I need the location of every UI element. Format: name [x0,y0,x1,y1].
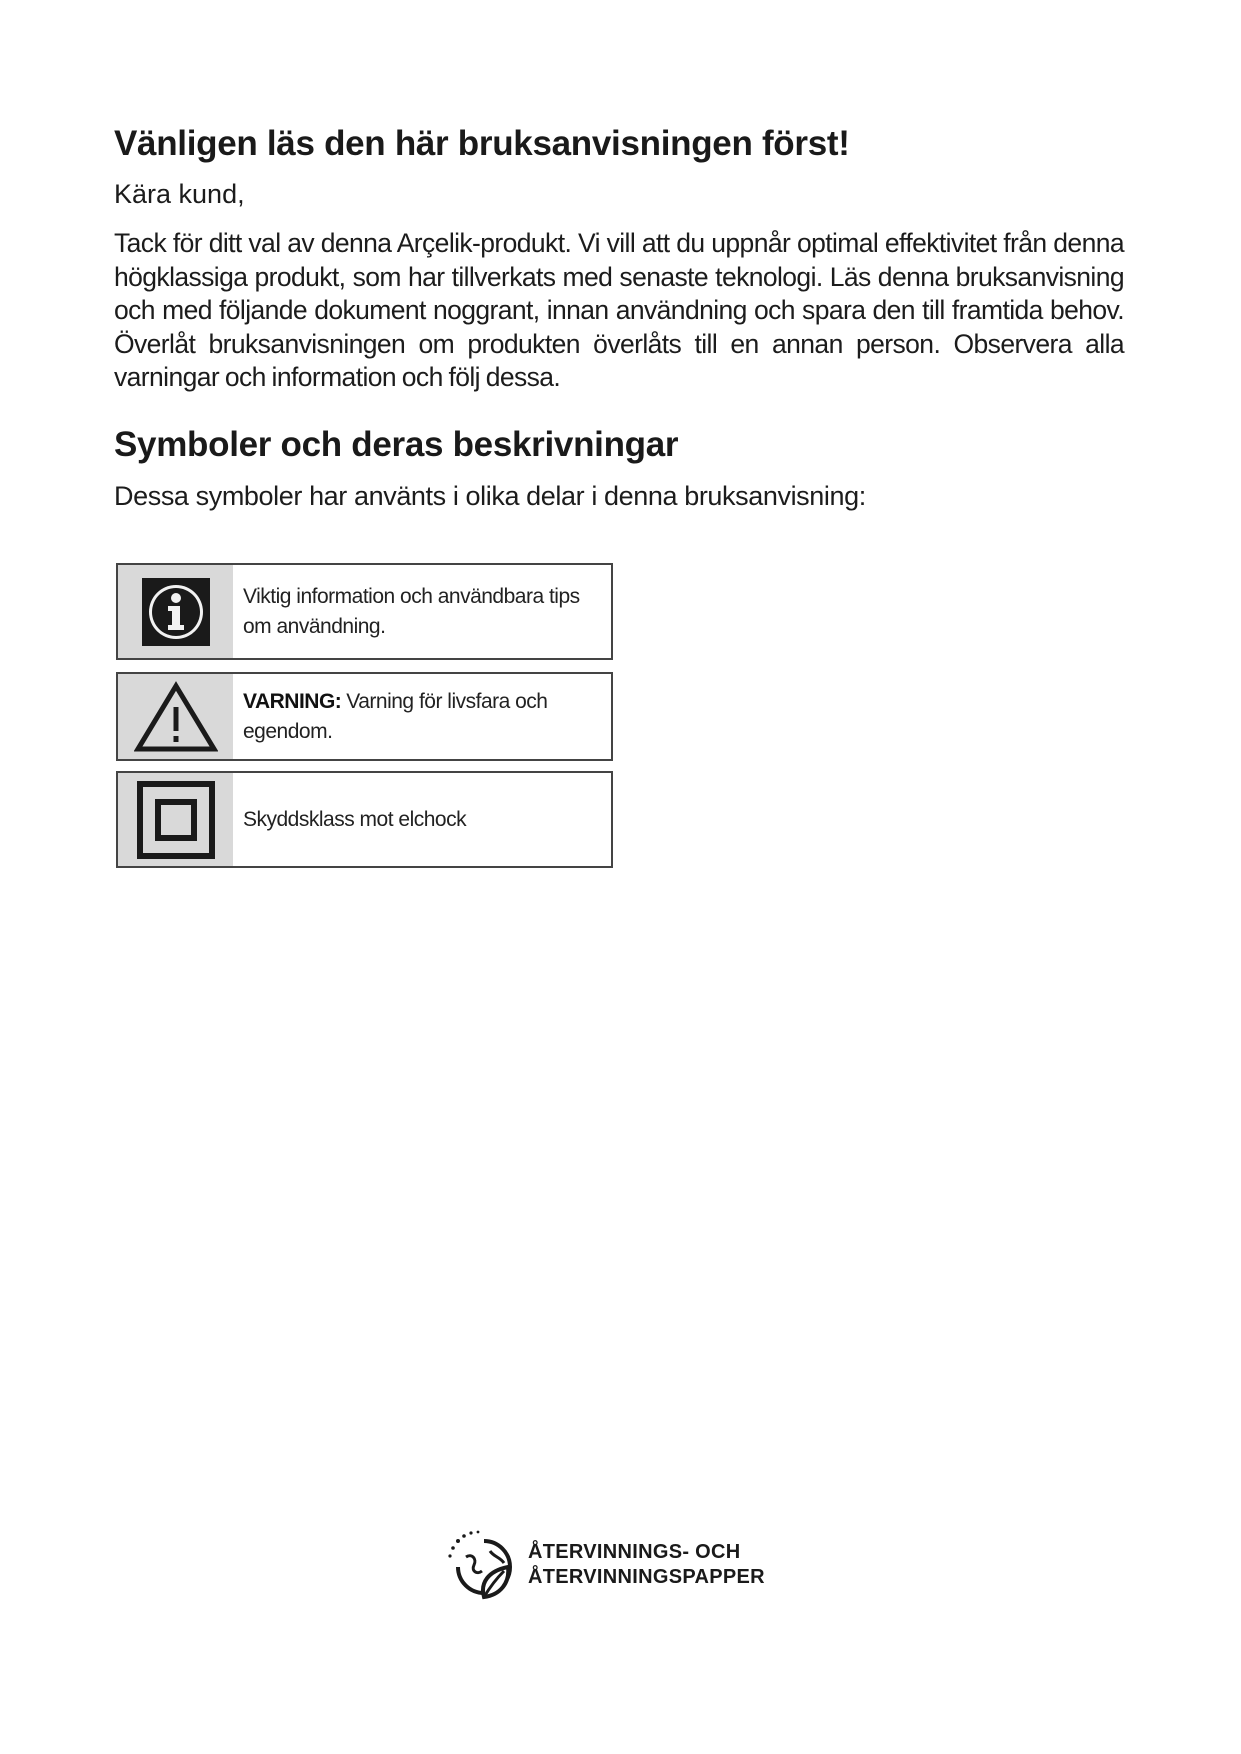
warning-label: VARNING: [243,689,342,713]
symbol-description-protection-class [233,773,611,866]
page-title: Vänligen läs den här bruksanvisningen först! [114,124,850,163]
section-title-symbols: Symboler och deras beskrivningar [114,425,679,464]
symbol-description-warning [233,674,611,759]
recycled-paper-caption [528,1540,765,1590]
symbol-row-protection-class [116,771,613,868]
symbol-row-warning [116,672,613,761]
symbol-description-info [233,565,611,658]
recycled-paper-caption-line-1: ÅTERVINNINGS- OCH [528,1541,741,1563]
symbol-text-info: Viktig information och användbara tips om användning. [243,584,580,638]
symbol-row-info [116,563,613,660]
symbol-text-warning: Varning för livsfara och egendom. [243,689,548,743]
recycled-paper-caption-line-2: ÅTERVINNINGSPAPPER [528,1566,765,1588]
recycled-paper-badge [444,1527,765,1603]
symbol-text-protection-class: Skyddsklass mot elchock [243,807,467,831]
info-icon [118,565,233,658]
warning-triangle-icon [118,674,233,759]
double-insulation-icon [118,773,233,866]
recycled-paper-globe-leaf-icon [444,1527,520,1603]
intro-paragraph: Tack för ditt val av denna Arçelik-produkt. Vi vill att du uppnår optimal effektivitet från denna högklassiga produkt, som har tillverkats med senaste teknologi. Läs denna bruksanvisning och med följande dokument noggrant, innan användning och spara den till framtida behov. Överlåt bruksanvisningen om produkten överlåts till en annan person. Observera alla varningar och information och följ dessa. [114,228,1124,392]
symbols-intro: Dessa symboler har använts i olika delar i denna bruksanvisning: [114,481,866,511]
greeting: Kära kund, [114,179,245,209]
